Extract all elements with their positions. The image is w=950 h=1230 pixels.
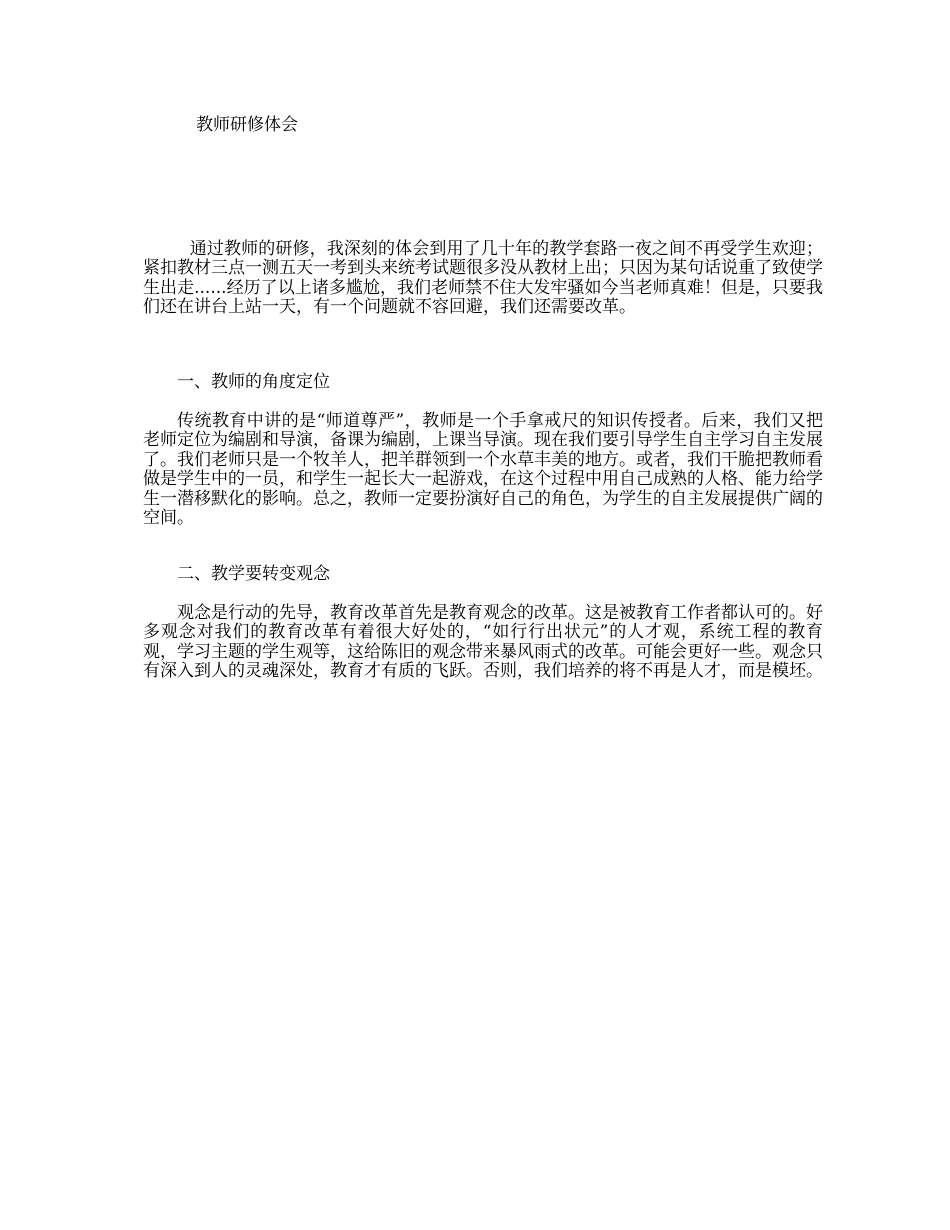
section-heading-role: 一、教师的角度定位 bbox=[177, 372, 330, 392]
section-paragraph-role: 传统教育中讲的是“师道尊严”，教师是一个手拿戒尺的知识传授者。后来，我们又把老师定位为编剧和导演，备课为编剧，上课当导演。现在我们要引导学生自主学习自主发展了。我们老师只是一个牧羊人，把羊群领到一个水草丰美的地方。或者，我们干脆把教师看做是学生中的一员，和学生一起长大一起游戏，在这个过程中用自己成熟的人格、能力给学生一潜移默化的影响。总之，教师一定要扮演好自己的角色，为学生的自主发展提供广阔的空间。 bbox=[143, 411, 823, 529]
section-heading-concept: 二、教学要转变观念 bbox=[177, 564, 330, 584]
section-paragraph-concept: 观念是行动的先导，教育改革首先是教育观念的改革。这是被教育工作者都认可的。好多观念对我们的教育改革有着很大好处的，“如行行出状元”的人才观，系统工程的教育观，学习主题的学生观等，这给陈旧的观念带来暴风雨式的改革。可能会更好一些。观念只有深入到人的灵魂深处，教育才有质的飞跃。否则，我们培养的将不再是人才，而是模坯。 bbox=[143, 603, 823, 682]
intro-text: 通过教师的研修，我深刻的体会到用了几十年的教学套路一夜之间不再受学生欢迎；紧扣教材三点一测五天一考到头来统考试题很多没从教材上出；只因为某句话说重了致使学生出走......经历了以上诸多尴尬，我们老师禁不住大发牢骚如今当老师真难！但是，只要我们还在讲台上站一天，有一个问题就不容回避，我们还需要改革。 bbox=[143, 239, 823, 318]
document-title: 教师研修体会 bbox=[196, 115, 298, 135]
intro-paragraph bbox=[143, 240, 823, 318]
